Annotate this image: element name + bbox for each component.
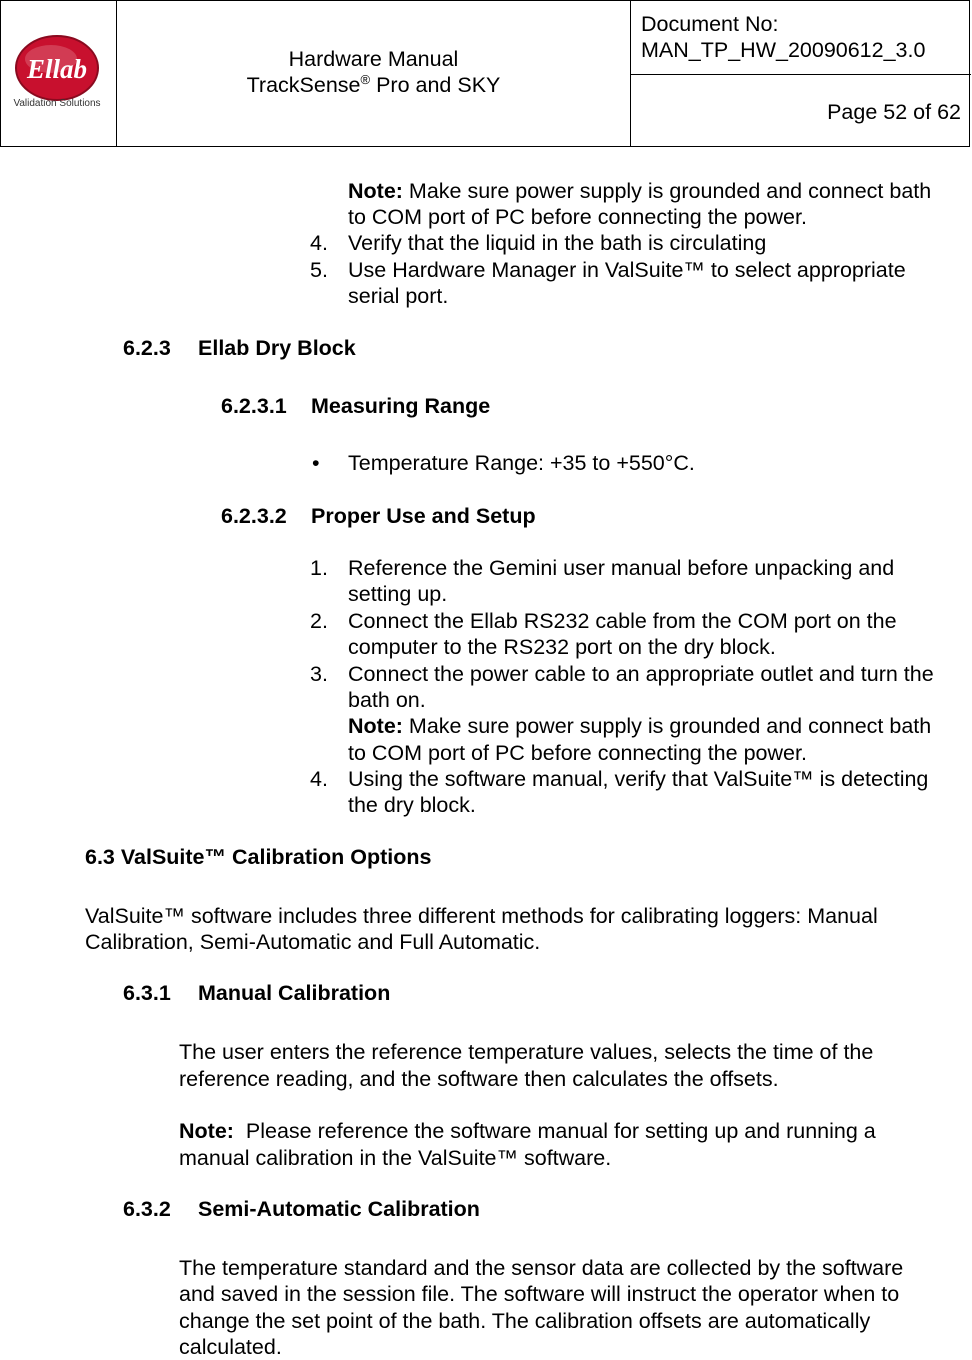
section-heading-dry-block: Ellab Dry Block (198, 336, 356, 360)
bullet-icon: • (312, 451, 320, 475)
subsection-number: 6.2.3.1 (221, 394, 287, 418)
manual-calibration-line2: reference reading, and the software then calculates the offsets. (179, 1067, 779, 1091)
setup-note-line2: to COM port of PC before connecting the power. (348, 741, 807, 765)
semi-auto-line2: and saved in the session file. The software will instruct the operator when to (179, 1282, 900, 1306)
section-heading-semi-automatic: Semi-Automatic Calibration (198, 1197, 480, 1221)
setup-step-1-line1: Reference the Gemini user manual before unpacking and (348, 556, 895, 580)
bath-step-5-line2: serial port. (348, 284, 449, 308)
logo-subtext: Validation Solutions (13, 98, 101, 109)
semi-auto-line4: calculated. (179, 1335, 282, 1359)
list-number: 5. (310, 258, 328, 282)
ellab-logo (1, 1, 116, 147)
calibration-intro-line1: ValSuite™ software includes three different methods for calibrating loggers: Manual (85, 904, 878, 928)
subsection-heading-measuring-range: Measuring Range (311, 394, 491, 418)
temperature-range: Temperature Range: +35 to +550°C. (348, 451, 695, 475)
section-heading-calibration-options: 6.3 ValSuite™ Calibration Options (85, 845, 432, 869)
logo-text: Ellab (26, 54, 88, 84)
section-number: 6.3.1 (123, 981, 171, 1005)
setup-step-1-line2: setting up. (348, 582, 448, 606)
document-number-cell (631, 1, 971, 75)
page-header (0, 0, 970, 147)
semi-auto-line3: change the set point of the bath. The calibration offsets are automatically (179, 1309, 871, 1333)
setup-step-3-line2: bath on. (348, 688, 426, 712)
calibration-intro-line2: Calibration, Semi-Automatic and Full Automatic. (85, 930, 541, 954)
manual-title: Hardware Manual (288, 47, 459, 71)
list-number: 4. (310, 767, 328, 791)
section-heading-manual-calibration: Manual Calibration (198, 981, 391, 1005)
manual-note-line1: Note: Please reference the software manual for setting up and running a (179, 1119, 876, 1143)
setup-note-line1: Note: Make sure power supply is grounded and connect bath (348, 714, 932, 738)
list-number: 3. (310, 662, 328, 686)
list-number: 2. (310, 609, 328, 633)
setup-step-4-line1: Using the software manual, verify that ValSuite™ is detecting (348, 767, 929, 791)
semi-auto-line1: The temperature standard and the sensor data are collected by the software (179, 1256, 904, 1280)
document-number-label: Document No: (641, 12, 779, 36)
manual-calibration-line1: The user enters the reference temperature values, selects the time of the (179, 1040, 874, 1064)
section-number: 6.3.2 (123, 1197, 171, 1221)
bath-note-line1: Note: Make sure power supply is grounded and connect bath (348, 179, 932, 203)
setup-step-4-line2: the dry block. (348, 793, 476, 817)
subsection-heading-setup: Proper Use and Setup (311, 504, 536, 528)
bath-note-line2: to COM port of PC before connecting the power. (348, 205, 807, 229)
setup-step-2-line2: computer to the RS232 port on the dry block. (348, 635, 776, 659)
setup-step-2-line1: Connect the Ellab RS232 cable from the COM port on the (348, 609, 897, 633)
list-number: 4. (310, 231, 328, 255)
bath-step-5-line1: Use Hardware Manager in ValSuite™ to select appropriate (348, 258, 906, 282)
logo-cell (1, 1, 117, 147)
document-number: MAN_TP_HW_20090612_3.0 (641, 38, 926, 62)
setup-step-3-line1: Connect the power cable to an appropriate outlet and turn the (348, 662, 934, 686)
section-number: 6.2.3 (123, 336, 171, 360)
product-title: TrackSense® Pro and SKY (246, 72, 501, 97)
page-number: Page 52 of 62 (827, 100, 961, 124)
list-number: 1. (310, 556, 328, 580)
page-number-cell (631, 75, 971, 147)
subsection-number: 6.2.3.2 (221, 504, 287, 528)
bath-step-4: Verify that the liquid in the bath is circulating (348, 231, 767, 255)
title-cell (117, 1, 631, 147)
manual-note-line2: manual calibration in the ValSuite™ software. (179, 1146, 612, 1170)
